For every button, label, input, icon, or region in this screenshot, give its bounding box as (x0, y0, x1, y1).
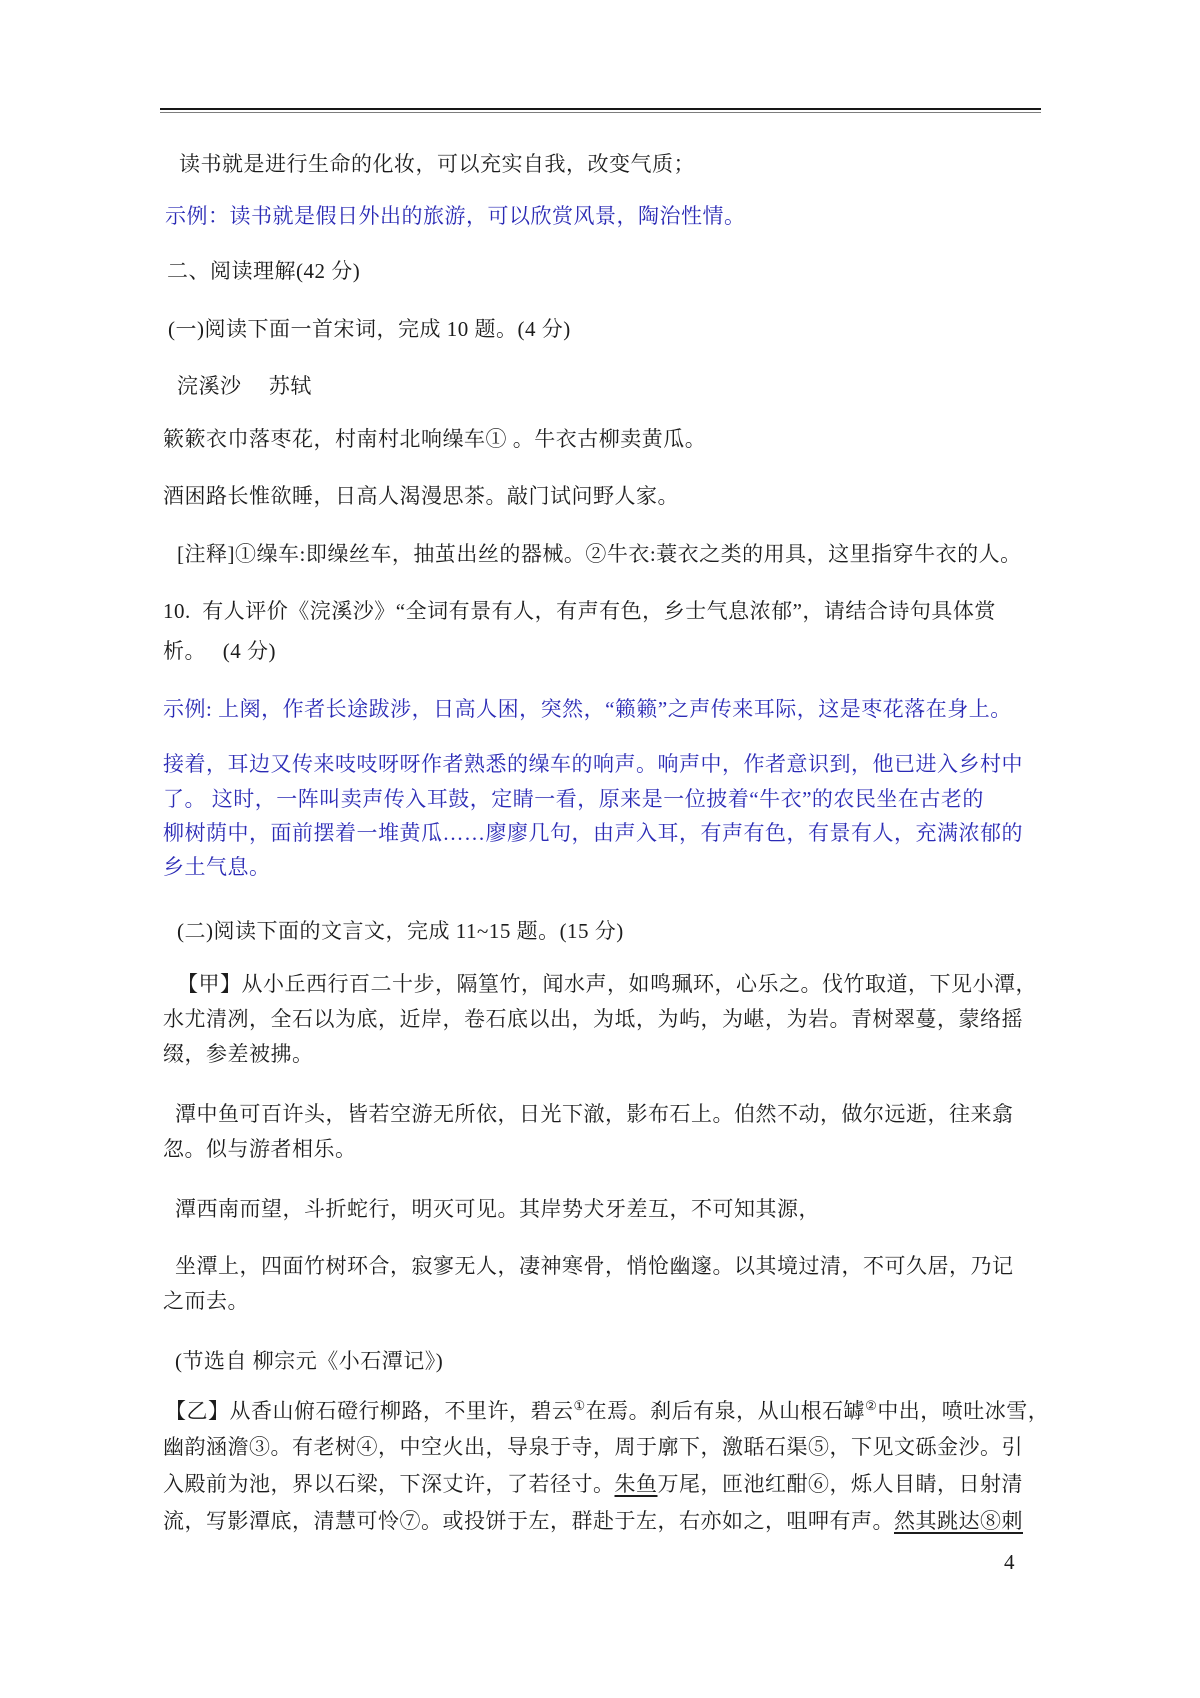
passage-jia-line-2 (163, 1006, 1023, 1033)
intro-sentence (179, 151, 695, 178)
text-segment: 在焉。刹后有泉，从山根石罅 (585, 1399, 866, 1423)
text-segment: (二)阅读下面的文言文，完成 11~15 题。(15 分) (177, 919, 624, 943)
text-segment: (一)阅读下面一首宋词，完成 10 题。(4 分) (168, 317, 571, 341)
text-segment: 析。 (4 分) (163, 639, 276, 663)
example-answer-reading (165, 203, 746, 230)
text-segment: 坐潭上，四面竹树环合，寂寥无人，凄神寒骨，悄怆幽邃。以其境过清，不可久居，乃记 (175, 1254, 1014, 1278)
passage-yi-line-1 (165, 1398, 1049, 1425)
answer-10-line-2 (163, 751, 1023, 778)
text-segment: 流，写影潭底，清慧可怜⑦。或投饼于左，群赴于左，右亦如之，咀呷有声。 (163, 1509, 894, 1533)
text-segment: [注释]①缲车:即缲丝车，抽茧出丝的器械。②牛衣:蓑衣之类的用具，这里指穿牛衣的人。 (177, 542, 1022, 566)
text-segment: 二、阅读理解(42 分) (167, 259, 361, 283)
underlined-phrase: 然其跳达⑧刺 (894, 1509, 1023, 1533)
page-number: 4 (1004, 1550, 1015, 1574)
passage-jia-line-5 (163, 1136, 357, 1163)
passage-jia-line-4 (175, 1101, 1014, 1128)
passage-jia-line-6 (175, 1196, 820, 1223)
text-segment: 潭中鱼可百许头，皆若空游无所依，日光下澈，影布石上。伯然不动，做尔远逝，往来翕 (175, 1102, 1014, 1126)
question-10-line-2 (163, 638, 276, 665)
underlined-phrase: 朱鱼 (614, 1472, 658, 1496)
passage-jia-line-8 (163, 1288, 249, 1315)
passage-jia-source (175, 1348, 443, 1375)
note-reference-superscript: ② (865, 1398, 878, 1413)
text-segment: 示例: 上阕，作者长途跋涉，日高人困，突然，“籁籁”之声传来耳际，这是枣花落在身上。 (163, 697, 1012, 721)
answer-10-line-4 (163, 820, 1023, 847)
part-two-instruction (177, 918, 624, 945)
text-segment: 示例：读书就是假日外出的旅游，可以欣赏风景，陶治性情。 (165, 204, 746, 228)
text-segment: 幽韵涵澹③。有老树④，中空火出，导泉于寺，周于廓下，激聒石渠⑤，下见文砾金沙。引 (163, 1435, 1023, 1459)
header-rule (160, 108, 1041, 110)
text-segment: 了。 这时，一阵叫卖声传入耳鼓，定睛一看，原来是一位披着“牛衣”的农民坐在古老的 (163, 787, 984, 811)
answer-10-line-5 (163, 854, 271, 881)
passage-jia-line-7 (175, 1253, 1014, 1280)
text-segment: (节选自 柳宗元《小石潭记》) (175, 1349, 444, 1373)
question-10-line-1 (163, 598, 996, 625)
poem-line-2 (163, 483, 679, 510)
text-segment: 10. 有人评价《浣溪沙》“全词有景有人，有声有色，乡士气息浓郁”，请结合诗句具体赏 (163, 599, 996, 623)
note-reference-superscript: ① (573, 1398, 586, 1413)
text-segment: 簌簌衣巾落枣花，村南村北响缲车① 。牛衣古柳卖黄瓜。 (163, 427, 707, 451)
text-segment: 柳树荫中，面前摆着一堆黄瓜……廖廖几句，由声入耳，有声有色，有景有人，充满浓郁的 (163, 821, 1023, 845)
answer-10-line-1 (163, 696, 1012, 723)
poem-title-author (177, 373, 312, 400)
text-segment: 浣溪沙 苏轼 (177, 374, 312, 398)
text-segment: 水尤清冽，全石以为底，近岸，卷石底以出，为坻，为屿，为嵁，为岩。青树翠蔓，蒙络摇 (163, 1007, 1023, 1031)
text-segment: 入殿前为池，界以石梁，下深丈许，了若径寸。 (163, 1472, 615, 1496)
text-segment: 【甲】从小丘西行百二十步，隔篁竹，闻水声，如鸣珮环，心乐之。伐竹取道，下见小潭， (177, 972, 1037, 996)
passage-yi-line-3 (163, 1471, 1023, 1498)
text-segment: 接着，耳边又传来吱吱呀呀作者熟悉的缲车的响声。响声中，作者意识到，他已进入乡村中 (163, 752, 1023, 776)
passage-jia-line-3 (163, 1041, 314, 1068)
poem-line-1 (163, 426, 706, 453)
part-one-instruction (168, 316, 571, 343)
passage-yi-line-2 (163, 1434, 1023, 1461)
passage-yi-line-4 (163, 1508, 1023, 1535)
answer-10-line-3 (163, 786, 984, 813)
text-segment: 【乙】从香山俯石磴行柳路，不里许，碧云 (165, 1399, 574, 1423)
passage-jia-line-1 (177, 971, 1037, 998)
text-segment: 万尾，匝池红酣⑥，烁人目睛，日射清 (657, 1472, 1023, 1496)
text-segment: 读书就是进行生命的化妆，可以充实自我，改变气质； (179, 152, 695, 176)
text-segment: 忽。似与游者相乐。 (163, 1137, 357, 1161)
text-segment: 酒困路长惟欲睡，日高人渴漫思茶。敲门试问野人家。 (163, 484, 679, 508)
section-two-heading (167, 258, 360, 285)
text-segment: 缀，参差被拂。 (163, 1042, 314, 1066)
text-segment: 中出，喷吐冰雪， (877, 1399, 1050, 1423)
text-segment: 之而去。 (163, 1289, 249, 1313)
text-segment: 潭西南而望，斗折蛇行，明灭可见。其岸势犬牙差互，不可知其源， (175, 1197, 820, 1221)
poem-notes (177, 541, 1022, 568)
text-segment: 乡土气息。 (163, 855, 271, 879)
